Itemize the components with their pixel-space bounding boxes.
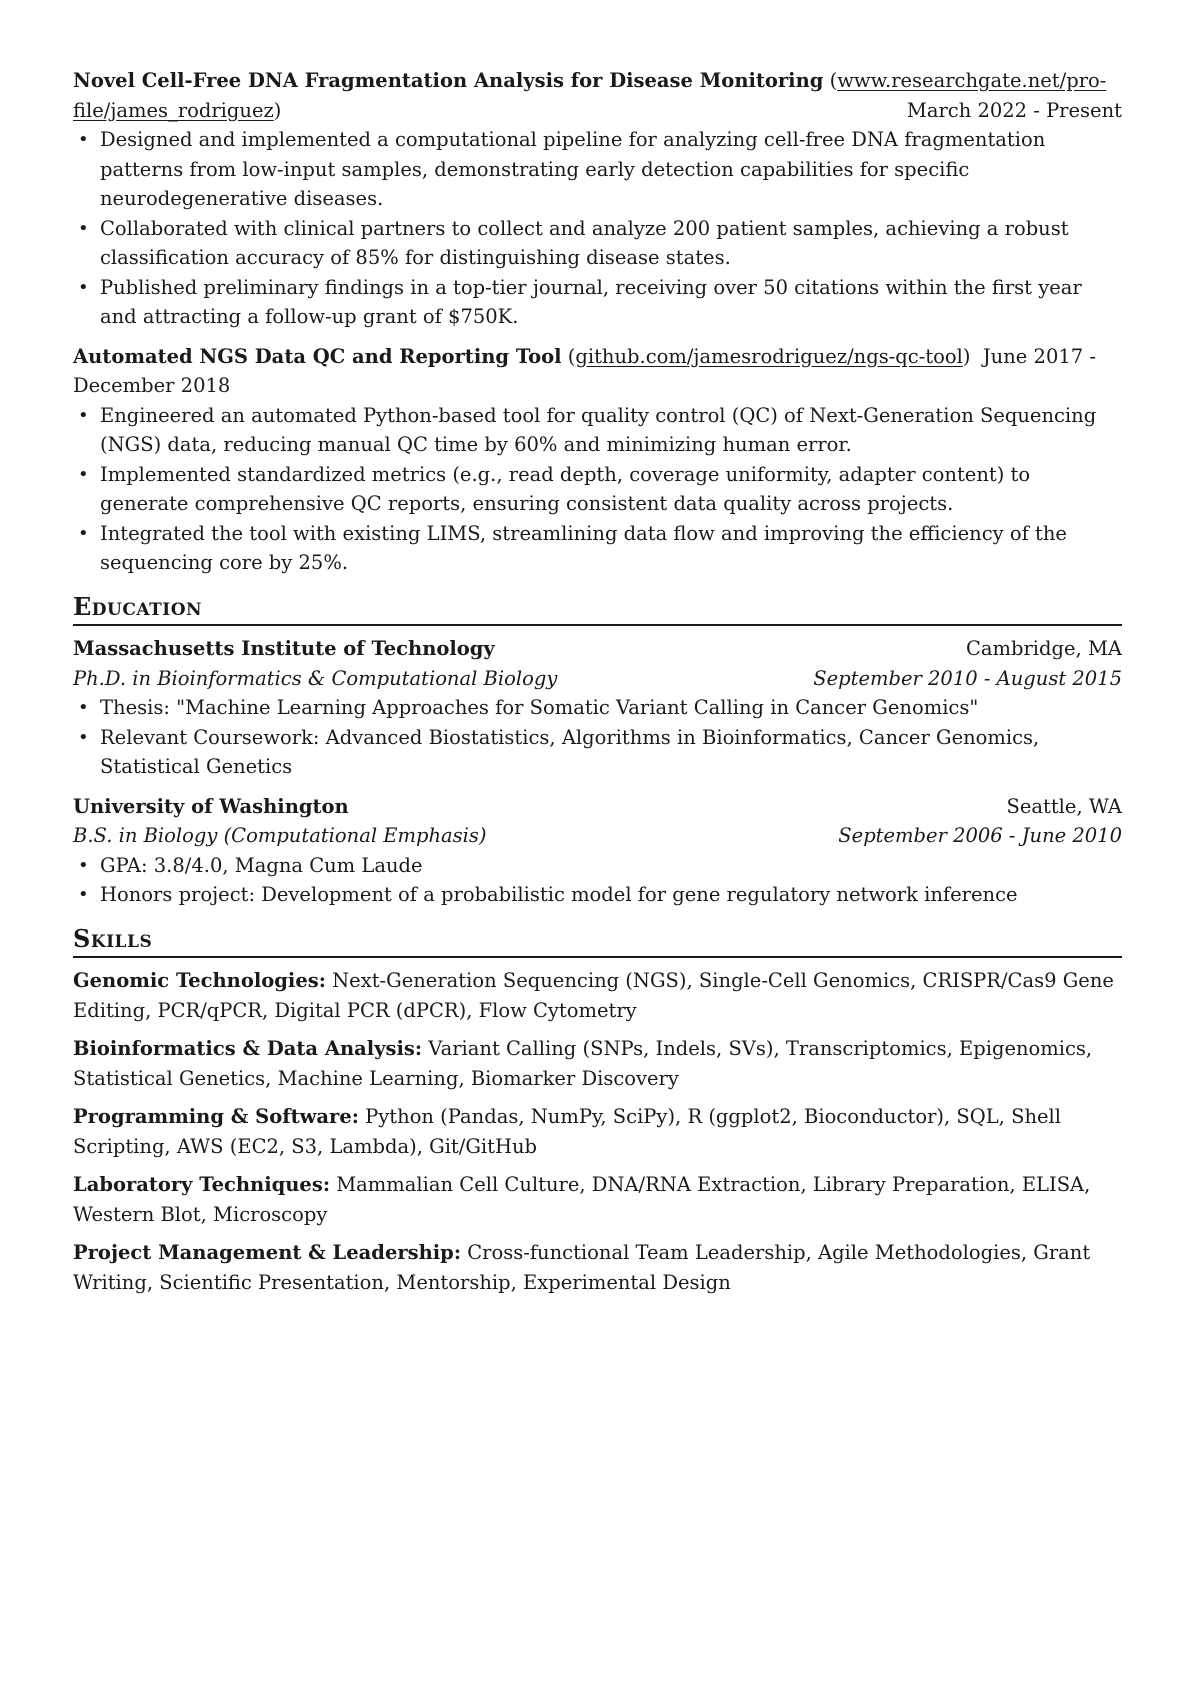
project-title: Novel Cell-Free DNA Fragmentation Analysis for Disease Monitoring (73, 69, 824, 92)
skill-item (73, 1238, 1122, 1297)
skill-text: Python (Pandas, NumPy, SciPy), R (ggplot2, Bioconductor), SQL, Shell Scripting, AWS (EC2, S3, Lambda), Git/GitHub (73, 1105, 1062, 1158)
skill-label: Programming & Software: (73, 1105, 359, 1128)
project-bullets (73, 401, 1122, 578)
education-bullets (73, 693, 1122, 782)
skill-item (73, 1034, 1122, 1093)
school-name: University of Washington (73, 794, 349, 818)
bullet-item: • Honors project: Development of a probabilistic model for gene regulatory network inference (73, 880, 1122, 910)
skill-text: Cross-functional Team Leadership, Agile Methodologies, Grant Writing, Scientific Presentation, Mentorship, Experimental Design (73, 1241, 1091, 1294)
education-entry (73, 634, 1122, 782)
education-bullets (73, 851, 1122, 910)
degree: B.S. in Biology (Computational Emphasis) (73, 824, 487, 847)
degree: Ph.D. in Bioinformatics & Computational Biology (73, 666, 558, 690)
project-bullets (73, 125, 1122, 332)
bullet-item: • Implemented standardized metrics (e.g., read depth, coverage uniformity, adapter content) to generate comprehensive QC reports, ensuring consistent data quality across projects. (73, 460, 1122, 519)
bullet-item: • Thesis: "Machine Learning Approaches for Somatic Variant Calling in Cancer Genomics" (73, 693, 1122, 723)
skill-text: Next-Generation Sequencing (NGS), Single-Cell Genomics, CRISPR/Cas9 Gene Editing, PCR/qPCR, Digital PCR (dPCR), Flow Cytometry (73, 969, 1114, 1022)
bullet-item: • GPA: 3.8/4.0, Magna Cum Laude (73, 851, 1122, 881)
school-location: Seattle, WA (1006, 794, 1122, 818)
skill-label: Bioinformatics & Data Analysis: (73, 1037, 423, 1060)
school-name: Massachusetts Institute of Technology (73, 637, 495, 660)
project-link-continued[interactable]: file/james_rodriguez (73, 98, 274, 122)
skill-label: Project Management & Leadership: (73, 1241, 462, 1264)
degree-row (73, 664, 1122, 694)
skill-item (73, 1170, 1122, 1229)
skill-item (73, 966, 1122, 1025)
skills-heading: Skills (73, 924, 1122, 959)
education-heading: Education (73, 592, 1122, 627)
school-location: Cambridge, MA (965, 637, 1122, 660)
bullet-item: • Collaborated with clinical partners to collect and analyze 200 patient samples, achieving a robust classification accuracy of 85% for distinguishing disease states. (73, 214, 1122, 273)
education-entry (73, 792, 1122, 910)
skill-label: Laboratory Techniques: (73, 1173, 331, 1196)
skill-text: Mammalian Cell Culture, DNA/RNA Extraction, Library Preparation, ELISA, Western Blot, Microscopy (73, 1173, 1091, 1226)
skill-item (73, 1102, 1122, 1161)
project-header: Novel Cell-Free DNA Fragmentation Analysis for Disease Monitoring (www.researchgate.net/pro- (73, 69, 1107, 92)
education-row (73, 634, 1122, 664)
degree-dates: September 2006 - June 2010 (838, 824, 1122, 847)
project-header-line2: file/james_rodriguez) March 2022 - Present (73, 96, 1122, 126)
bullet-item: • Designed and implemented a computational pipeline for analyzing cell-free DNA fragmentation patterns from low-input samples, demonstrating early detection capabilities for specific neurodegenerative diseases. (73, 125, 1122, 214)
bullet-item: • Engineered an automated Python-based tool for quality control (QC) of Next-Generation Sequencing (NGS) data, reducing manual QC time by 60% and minimizing human error. (73, 401, 1122, 460)
project-link[interactable]: www.researchgate.net/pro- (837, 69, 1107, 92)
degree-row (73, 821, 1122, 851)
project-entry (73, 66, 1122, 332)
bullet-item: • Relevant Coursework: Advanced Biostatistics, Algorithms in Bioinformatics, Cancer Genomics, Statistical Genetics (73, 723, 1122, 782)
project-title: Automated NGS Data QC and Reporting Tool (73, 344, 562, 368)
bullet-item: • Integrated the tool with existing LIMS, streamlining data flow and improving the efficiency of the sequencing core by 25%. (73, 519, 1122, 578)
degree-dates: September 2010 - August 2015 (813, 666, 1122, 690)
education-row (73, 792, 1122, 822)
project-header: Automated NGS Data QC and Reporting Tool (github.com/jamesrodriguez/ngs-qc-tool) June 2017 - December 2018 (73, 344, 1096, 397)
project-date: March 2022 - Present (906, 98, 1122, 122)
bullet-item: • Published preliminary findings in a top-tier journal, receiving over 50 citations within the first year and attracting a follow-up grant of $750K. (73, 273, 1122, 332)
skill-text: Variant Calling (SNPs, Indels, SVs), Transcriptomics, Epigenomics, Statistical Genetics, Machine Learning, Biomarker Discovery (73, 1037, 1093, 1090)
project-link[interactable]: github.com/jamesrodriguez/ngs-qc-tool (575, 344, 963, 368)
skill-label: Genomic Technologies: (73, 969, 326, 992)
project-entry (73, 342, 1122, 578)
project-date: June 2017 - December 2018 (73, 344, 1096, 397)
